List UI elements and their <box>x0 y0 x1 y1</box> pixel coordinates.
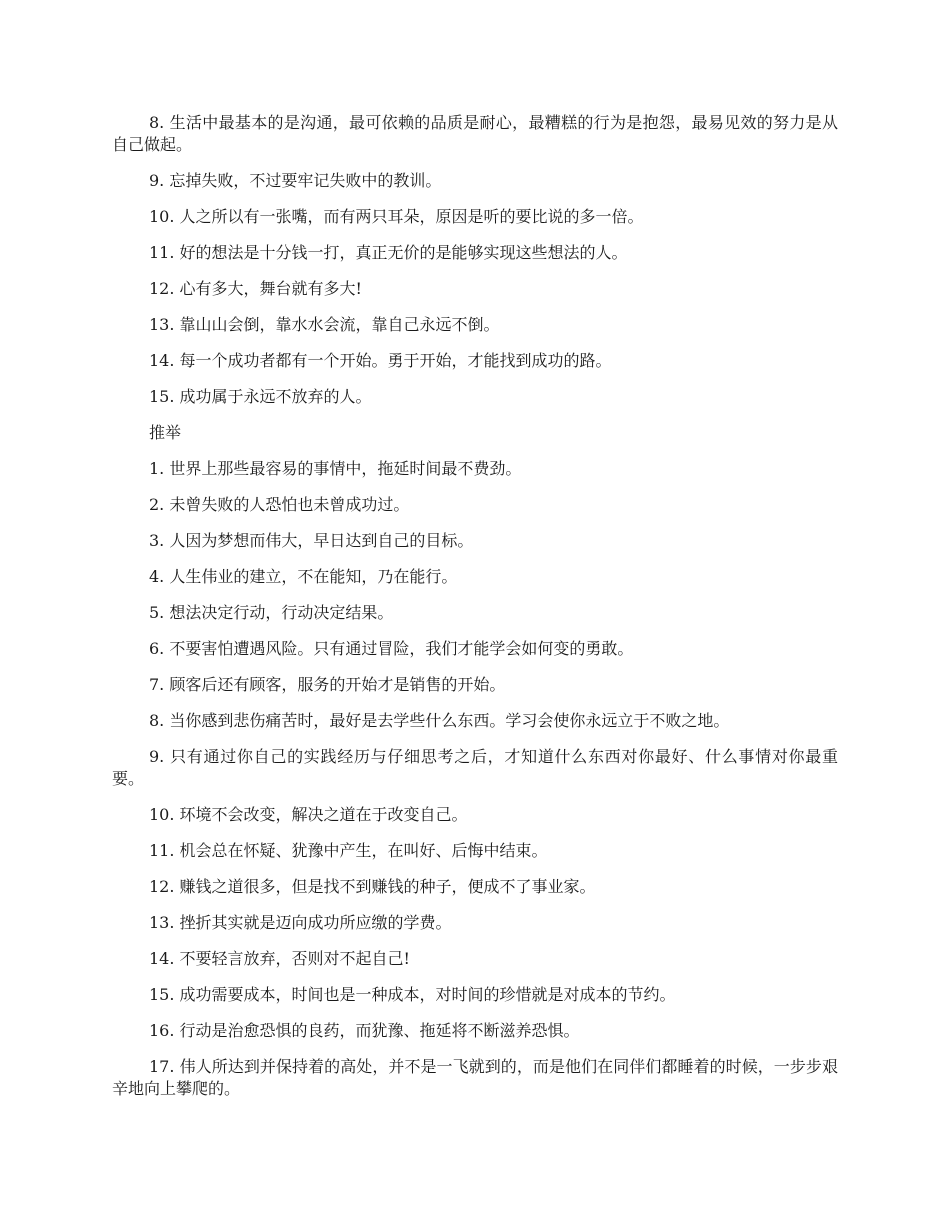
item-text: 世界上那些最容易的事情中，拖延时间最不费劲。 <box>169 459 522 478</box>
item-text: 顾客后还有顾客，服务的开始才是销售的开始。 <box>169 675 506 694</box>
item-text: 想法决定行动，行动决定结果。 <box>169 603 394 622</box>
quote-paragraph <box>112 566 838 588</box>
item-number: 10. <box>149 207 175 226</box>
item-number: 8. <box>149 113 165 132</box>
item-number: 13. <box>149 315 175 334</box>
item-number: 3. <box>149 531 165 550</box>
item-text: 人因为梦想而伟大，早日达到自己的目标。 <box>169 531 474 550</box>
quote-paragraph <box>112 1020 838 1042</box>
item-text: 靠山山会倒，靠水水会流，靠自己永远不倒。 <box>179 315 500 334</box>
item-number: 14. <box>149 949 175 968</box>
quote-paragraph <box>112 912 838 934</box>
quote-paragraph <box>112 804 838 826</box>
quote-paragraph <box>112 840 838 862</box>
item-text: 人之所以有一张嘴，而有两只耳朵，原因是听的要比说的多一倍。 <box>179 207 644 226</box>
quote-paragraph <box>112 458 838 480</box>
item-text: 好的想法是十分钱一打，真正无价的是能够实现这些想法的人。 <box>179 243 628 262</box>
item-number: 17. <box>149 1057 175 1076</box>
item-number: 9. <box>149 171 165 190</box>
item-number: 2. <box>149 495 165 514</box>
item-text: 心有多大，舞台就有多大! <box>179 279 362 298</box>
item-text: 挫折其实就是迈向成功所应缴的学费。 <box>179 913 452 932</box>
quote-paragraph <box>112 710 838 732</box>
item-number: 12. <box>149 877 175 896</box>
item-text: 未曾失败的人恐怕也未曾成功过。 <box>169 495 410 514</box>
quote-paragraph <box>112 170 838 192</box>
quote-paragraph <box>112 206 838 228</box>
item-text: 忘掉失败，不过要牢记失败中的教训。 <box>169 171 442 190</box>
item-number: 1. <box>149 459 165 478</box>
quote-paragraph <box>112 278 838 300</box>
quote-paragraph <box>112 746 838 790</box>
item-number: 12. <box>149 279 175 298</box>
item-number: 15. <box>149 387 175 406</box>
item-text: 只有通过你自己的实践经历与仔细思考之后，才知道什么东西对你最好、什么事情对你最重要。 <box>112 747 838 788</box>
item-number: 8. <box>149 711 165 730</box>
item-number: 11. <box>149 841 175 860</box>
section-heading <box>112 422 838 444</box>
item-text: 不要轻言放弃，否则对不起自己! <box>179 949 410 968</box>
item-number: 14. <box>149 351 175 370</box>
item-text: 当你感到悲伤痛苦时，最好是去学些什么东西。学习会使你永远立于不败之地。 <box>169 711 730 730</box>
item-text: 赚钱之道很多，但是找不到赚钱的种子，便成不了事业家。 <box>179 877 596 896</box>
item-text: 行动是治愈恐惧的良药，而犹豫、拖延将不断滋养恐惧。 <box>179 1021 580 1040</box>
item-text: 成功需要成本，时间也是一种成本，对时间的珍惜就是对成本的节约。 <box>179 985 676 1004</box>
item-text: 伟人所达到并保持着的高处，并不是一飞就到的，而是他们在同伴们都睡着的时候，一步步艰辛地向上攀爬的。 <box>112 1057 838 1098</box>
quote-paragraph <box>112 494 838 516</box>
quote-paragraph <box>112 350 838 372</box>
quote-paragraph <box>112 1056 838 1100</box>
quote-paragraph <box>112 674 838 696</box>
item-text: 成功属于永远不放弃的人。 <box>179 387 372 406</box>
item-number: 11. <box>149 243 175 262</box>
quote-paragraph <box>112 602 838 624</box>
quote-paragraph <box>112 638 838 660</box>
item-text: 环境不会改变，解决之道在于改变自己。 <box>179 805 468 824</box>
item-number: 10. <box>149 805 175 824</box>
item-number: 5. <box>149 603 165 622</box>
quote-paragraph <box>112 530 838 552</box>
quote-paragraph <box>112 948 838 970</box>
quote-paragraph <box>112 242 838 264</box>
item-number: 6. <box>149 639 165 658</box>
item-number: 7. <box>149 675 165 694</box>
quote-paragraph <box>112 112 838 156</box>
quote-paragraph <box>112 386 838 408</box>
quote-paragraph <box>112 314 838 336</box>
item-text: 机会总在怀疑、犹豫中产生，在叫好、后悔中结束。 <box>179 841 548 860</box>
item-text: 人生伟业的建立，不在能知，乃在能行。 <box>169 567 458 586</box>
quote-paragraph <box>112 876 838 898</box>
item-number: 9. <box>149 747 165 766</box>
item-text: 生活中最基本的是沟通，最可依赖的品质是耐心，最糟糕的行为是抱怨，最易见效的努力是从自己做起。 <box>112 113 838 154</box>
item-text: 不要害怕遭遇风险。只有通过冒险，我们才能学会如何变的勇敢。 <box>169 639 634 658</box>
item-number: 16. <box>149 1021 175 1040</box>
quote-paragraph <box>112 984 838 1006</box>
section-heading-text: 推举 <box>149 423 182 442</box>
item-text: 每一个成功者都有一个开始。勇于开始，才能找到成功的路。 <box>179 351 612 370</box>
item-number: 15. <box>149 985 175 1004</box>
item-number: 13. <box>149 913 175 932</box>
item-number: 4. <box>149 567 165 586</box>
